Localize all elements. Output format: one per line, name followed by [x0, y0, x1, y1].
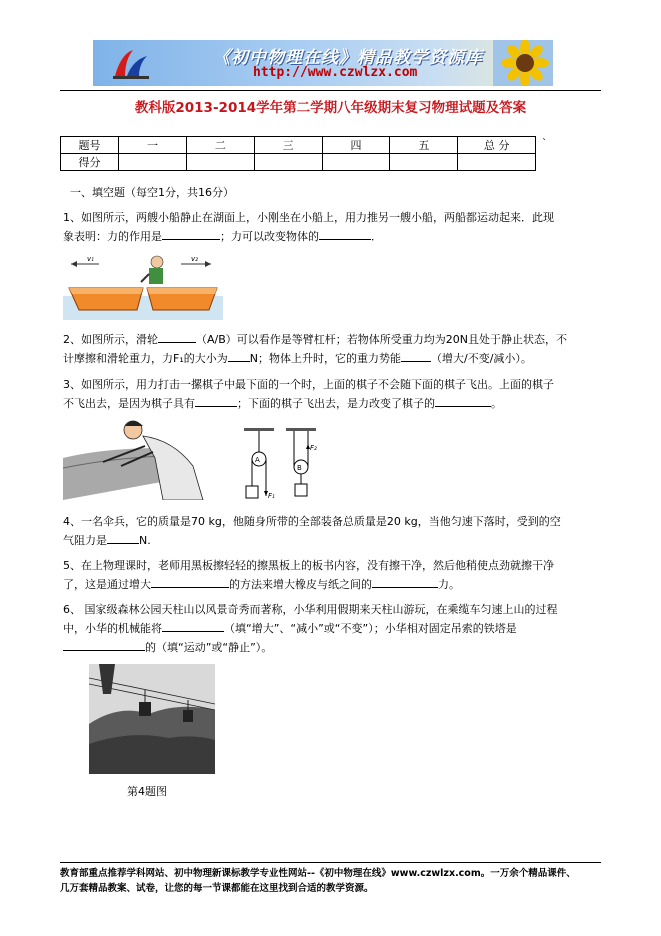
- question-5-line-1: 5、在上物理课时，老师用黑板擦轻轻的擦黑板上的板书内容，没有擦干净，然后他稍使点劲就擦干净: [63, 559, 554, 572]
- answer-blank[interactable]: [195, 394, 237, 407]
- question-3-line-1: 3、如图所示，用力打击一摞棋子中最下面的一个时，上面的棋子不会随下面的棋子飞出。上面的棋子: [63, 378, 554, 391]
- banner-title: 《初中物理在线》精品教学资源库: [213, 48, 483, 68]
- table-cell: 三: [254, 137, 322, 154]
- answer-blank[interactable]: [63, 638, 145, 651]
- q1-text-b: 象表明：力的作用是: [63, 230, 162, 243]
- question-1-line-2: [63, 227, 382, 247]
- q6-text-b: 中，小华的机械能将: [63, 622, 162, 635]
- answer-blank[interactable]: [162, 619, 224, 632]
- page-footer: [60, 866, 576, 896]
- cable-car-photo: [89, 664, 215, 774]
- answer-blank[interactable]: [228, 349, 250, 362]
- score-table: [60, 136, 536, 171]
- q2-text-c: 计摩擦和滑轮重力，力F₁的大小为: [63, 352, 228, 365]
- question-3-line-2: [63, 394, 502, 414]
- table-cell[interactable]: [254, 154, 322, 171]
- question-6-line-2: [63, 619, 517, 639]
- sunflower-icon: [493, 40, 553, 86]
- question-4-line-1: 4、一名伞兵，它的质量是70 kg，他随身所带的全部装备总质量是20 kg，当他匀速下落时，受到的空: [63, 515, 561, 528]
- answer-blank[interactable]: [151, 575, 229, 588]
- table-cell: 五: [390, 137, 458, 154]
- answer-blank[interactable]: [158, 330, 196, 343]
- answer-blank[interactable]: [372, 575, 438, 588]
- figure-caption: 第4题图: [127, 785, 167, 798]
- q6-text-d: 的（填“运动”或“静止”）。: [145, 641, 273, 654]
- table-cell[interactable]: [458, 154, 536, 171]
- q2-text-e: （增大/不变/减小）。: [430, 352, 532, 365]
- answer-blank[interactable]: [401, 349, 431, 362]
- q3-text-b: 不飞出去，是因为棋子具有: [63, 397, 195, 410]
- q1-text-c: ；力可以改变物体的: [220, 230, 319, 243]
- q3-text-d: 。: [491, 397, 502, 410]
- q5-text-c: 的方法来增大橡皮与纸之间的: [229, 578, 372, 591]
- table-cell[interactable]: [390, 154, 458, 171]
- pulley-b-label: B: [297, 464, 302, 472]
- section-heading: 一、填空题（每空1分，共16分）: [70, 186, 234, 199]
- answer-blank[interactable]: [107, 531, 139, 544]
- boats-figure: [63, 252, 223, 320]
- table-cell: 总 分: [458, 137, 536, 154]
- force-f2-label: F₂: [310, 444, 317, 452]
- table-cell[interactable]: [186, 154, 254, 171]
- banner-url[interactable]: http://www.czwlzx.com: [253, 65, 418, 80]
- answer-blank[interactable]: [319, 227, 371, 240]
- site-logo-icon: [111, 46, 151, 82]
- footer-line-2: 几万套精品教案、试卷，让您的每一节课都能在这里找到合适的教学资源。: [60, 883, 374, 894]
- answer-blank[interactable]: [435, 394, 491, 407]
- table-cell: 一: [119, 137, 187, 154]
- q6-text-c: （填“增大”、“减小”或“不变”）；小华相对固定吊索的铁塔是: [224, 622, 517, 635]
- answer-blank[interactable]: [162, 227, 220, 240]
- table-cell: 四: [322, 137, 390, 154]
- q5-text-b: 了，这是通过增大: [63, 578, 151, 591]
- question-6-line-3: [63, 638, 272, 658]
- q2-text-a: 2、如图所示，滑轮: [63, 333, 158, 346]
- footer-rule: [60, 862, 601, 863]
- pulley-a-label: A: [255, 456, 260, 464]
- force-f1-label: F₁: [268, 492, 275, 500]
- question-5-line-2: [63, 575, 460, 595]
- question-2-line-2: [63, 349, 532, 369]
- pulley-figure: [240, 428, 320, 502]
- header-banner: [93, 40, 553, 86]
- q4-text-c: N.: [139, 534, 151, 547]
- question-6-line-1: 6、 国家级森林公园天柱山以风景奇秀而著称，小华利用假期来天柱山游玩，在乘缆车匀速上山的过程: [63, 603, 558, 616]
- table-row: [61, 137, 536, 154]
- table-cell[interactable]: [322, 154, 390, 171]
- q1-text-d: ．: [371, 230, 382, 243]
- chess-strike-figure: [63, 418, 213, 500]
- question-4-line-2: [63, 531, 151, 551]
- q2-text-d: N；物体上升时，它的重力势能: [249, 352, 401, 365]
- v1-label: v₁: [87, 255, 94, 263]
- footer-line-1: 教育部重点推荐学科网站、初中物理新课标教学专业性网站--《初中物理在线》www.czwlzx.com。一万余个精品课件、: [60, 868, 576, 879]
- q2-text-b: （A/B）可以看作是等臂杠杆；若物体所受重力均为20N且处于静止状态，不: [196, 333, 568, 346]
- q5-text-d: 力。: [438, 578, 460, 591]
- side-mark: `: [542, 138, 547, 149]
- table-cell: 二: [186, 137, 254, 154]
- table-cell: 得分: [61, 154, 119, 171]
- table-cell[interactable]: [119, 154, 187, 171]
- question-1-line-1: 1、如图所示，两艘小船静止在湖面上，小刚坐在小船上，用力推另一艘小船，两船都运动起来．此现: [63, 211, 554, 224]
- header-rule: [60, 90, 601, 91]
- q3-text-c: ；下面的棋子飞出去，是力改变了棋子的: [237, 397, 435, 410]
- table-row: [61, 154, 536, 171]
- document-title: 教科版2013-2014学年第二学期八年级期末复习物理试题及答案: [134, 100, 527, 116]
- question-2-line-1: [63, 330, 567, 350]
- table-cell: 题号: [61, 137, 119, 154]
- q4-text-b: 气阻力是: [63, 534, 107, 547]
- v2-label: v₂: [191, 255, 198, 263]
